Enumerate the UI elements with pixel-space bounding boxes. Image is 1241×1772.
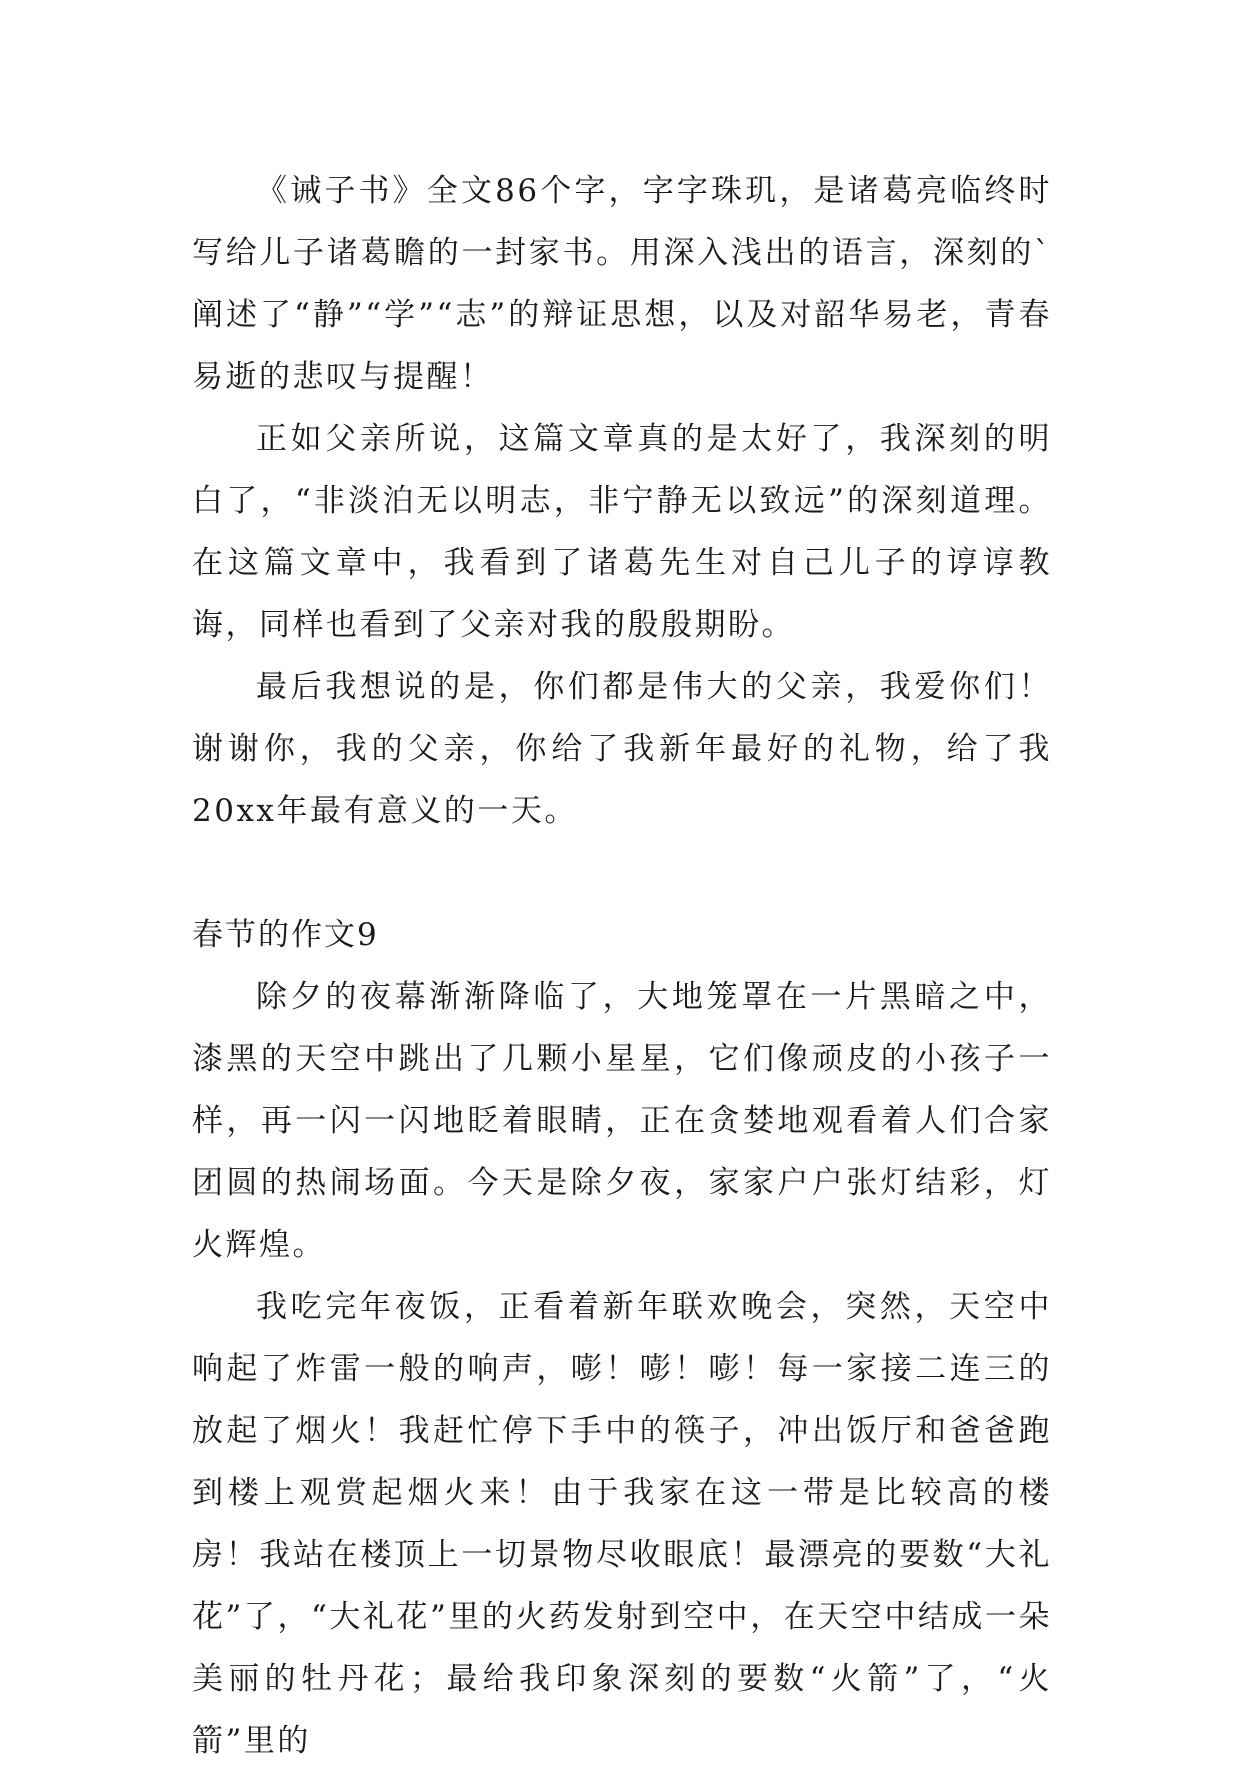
paragraph-conclusion: 最后我想说的是，你们都是伟大的父亲，我爱你们！谢谢你，我的父亲，你给了我新年最好的礼物，给了我20xx年最有意义的一天。 xyxy=(192,669,1052,829)
section-title: 春节的作文9 xyxy=(192,917,379,953)
section-gap xyxy=(192,842,1052,904)
paragraph-intro: 《诫子书》全文86个字，字字珠玑，是诸葛亮临终时写给儿子诸葛瞻的一封家书。用深入浅出的语言，深刻的`阐述了“静”“学”“志”的辩证思想，以及对韶华易老，青春易逝的悲叹与提醒！ xyxy=(192,173,1052,395)
paragraph-reflection: 正如父亲所说，这篇文章真的是太好了，我深刻的明白了，“非淡泊无以明志，非宁静无以致远”的深刻道理。在这篇文章中，我看到了诸葛先生对自己儿子的谆谆教诲，同样也看到了父亲对我的殷殷期盼。 xyxy=(192,421,1052,643)
paragraph-new-year-eve: 除夕的夜幕渐渐降临了，大地笼罩在一片黑暗之中，漆黑的天空中跳出了几颗小星星，它们像顽皮的小孩子一样，再一闪一闪地眨着眼睛，正在贪婪地观看着人们合家团圆的热闹场面。今天是除夕夜，家家户户张灯结彩，灯火辉煌。 xyxy=(192,979,1052,1263)
document-page xyxy=(192,160,1052,1772)
paragraph-fireworks: 我吃完年夜饭，正看着新年联欢晚会，突然，天空中响起了炸雷一般的响声，嘭！嘭！嘭！每一家接二连三的放起了烟火！我赶忙停下手中的筷子，冲出饭厅和爸爸跑到楼上观赏起烟火来！由于我家在这一带是比较高的楼房！我站在楼顶上一切景物尽收眼底！最漂亮的要数“大礼花”了，“大礼花”里的火药发射到空中，在天空中结成一朵美丽的牡丹花；最给我印象深刻的要数“火箭”了，“火箭”里的 xyxy=(192,1289,1052,1759)
